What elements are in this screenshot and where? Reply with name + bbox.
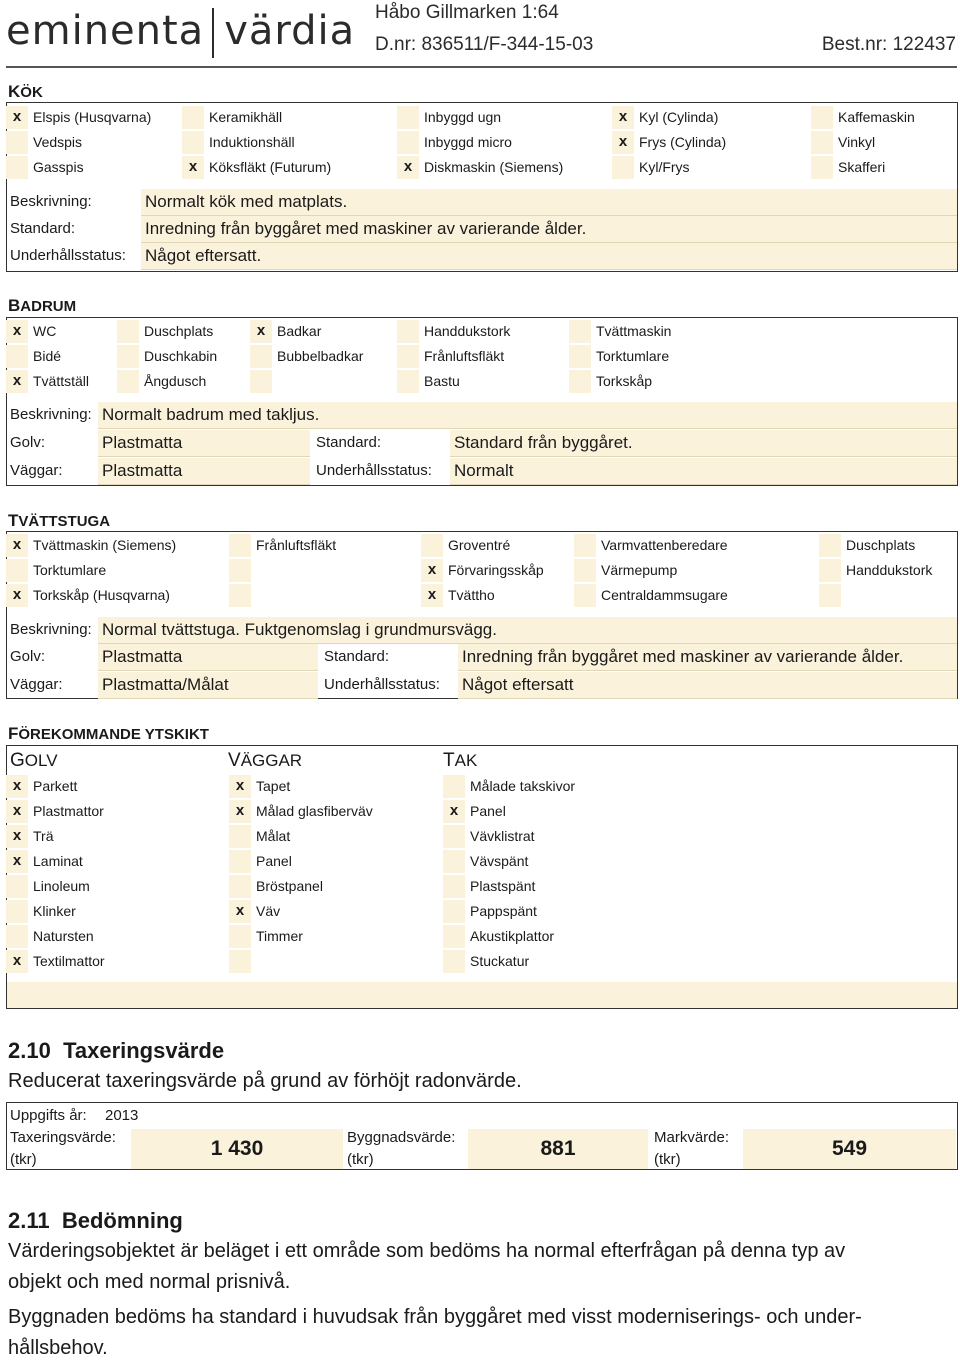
tvattstuga-vaggar-label: Väggar: (10, 676, 63, 693)
taxering-text: Reducerat taxeringsvärde på grund av förhöjt radonvärde. (8, 1070, 522, 1092)
checkbox[interactable] (569, 345, 591, 368)
checkbox-label: Keramikhäll (209, 109, 283, 125)
checkbox-label: Duschplats (846, 537, 916, 553)
checkbox[interactable]: x (421, 584, 443, 607)
checkbox-label: Stuckatur (470, 953, 530, 969)
checkbox[interactable] (443, 850, 465, 873)
kok-underhall-field[interactable]: Något eftersatt. (141, 243, 957, 270)
uppgifts-ar-label: Uppgifts år: (10, 1107, 87, 1124)
checkbox[interactable]: x (6, 950, 28, 973)
taxering-heading (8, 1038, 224, 1064)
checkbox-label: WC (33, 323, 57, 339)
checkbox-label: Inbyggd micro (424, 134, 512, 150)
checkbox-label: Textilmattor (33, 953, 105, 969)
checkbox[interactable]: x (6, 825, 28, 848)
badrum-underhall-label: Underhållsstatus: (316, 462, 432, 479)
checkbox-label: Vedspis (33, 134, 83, 150)
checkbox-label: Trä (33, 828, 54, 844)
checkbox-label: Duschplats (144, 323, 214, 339)
checkbox-label: Groventré (448, 537, 511, 553)
checkbox-label: Linoleum (33, 878, 90, 894)
taxeringsvarde-label: Taxeringsvärde: (10, 1129, 116, 1146)
checkbox-label: Vävspänt (470, 853, 529, 869)
checkbox[interactable] (819, 534, 841, 557)
checkbox[interactable] (819, 559, 841, 582)
checkbox-label: Kyl/Frys (639, 159, 690, 175)
bedomning-p2-line1: Byggnaden bedöms ha standard i huvudsak från byggåret med visst moderniserings- och under- (8, 1306, 862, 1328)
taxeringsvarde-unit: (tkr) (10, 1151, 37, 1168)
checkbox-label: Bubbelbadkar (277, 348, 364, 364)
checkbox-label: Tvättställ (33, 373, 90, 389)
checkbox[interactable] (612, 156, 634, 179)
checkbox[interactable]: x (6, 106, 28, 129)
checkbox-label: Köksfläkt (Futurum) (209, 159, 332, 175)
checkbox[interactable]: x (229, 800, 251, 823)
kok-title: KÖK (8, 82, 43, 101)
checkbox-label: Vinkyl (838, 134, 876, 150)
byggnadsvarde-label: Byggnadsvärde: (347, 1129, 456, 1146)
checkbox-label: Målat (256, 828, 291, 844)
checkbox-label: Natursten (33, 928, 94, 944)
checkbox-label: Målad glasfiberväv (256, 803, 373, 819)
checkbox-label: Induktionshäll (209, 134, 295, 150)
checkbox-label: Panel (256, 853, 292, 869)
ytskikt-title: FÖREKOMMANDE YTSKIKT (8, 724, 209, 743)
checkbox-label: Skafferi (838, 159, 886, 175)
byggnadsvarde-unit: (tkr) (347, 1151, 374, 1168)
checkbox-label: Parkett (33, 778, 78, 794)
badrum-underhall-field[interactable]: Normalt (450, 458, 957, 485)
bedomning-paragraph-1 (8, 1236, 845, 1298)
checkbox-label: Panel (470, 803, 506, 819)
checkbox[interactable] (397, 345, 419, 368)
checkbox-label: Torktumlare (596, 348, 670, 364)
checkbox-label: Bidé (33, 348, 62, 364)
tvattstuga-standard-field[interactable]: Inredning från byggåret med maskiner av varierande ålder. (458, 644, 957, 671)
logo-left: eminenta (6, 8, 205, 54)
checkbox[interactable] (229, 950, 251, 973)
checkbox-label: Förvaringsskåp (448, 562, 544, 578)
tvattstuga-vaggar-field[interactable]: Plastmatta/Målat (98, 672, 318, 699)
checkbox[interactable] (574, 584, 596, 607)
bedomning-p1-line1: Värderingsobjektet är beläget i ett område som bedöms ha normal efterfrågan på denna typ av (8, 1240, 846, 1262)
checkbox[interactable] (6, 345, 28, 368)
bedomning-heading-number: 2.11 (8, 1208, 50, 1233)
diary-number: D.nr: 836511/F-344-15-03 (375, 34, 594, 55)
checkbox-label: Kaffemaskin (838, 109, 915, 125)
checkbox[interactable] (229, 875, 251, 898)
checkbox[interactable] (569, 320, 591, 343)
checkbox[interactable]: x (397, 156, 419, 179)
checkbox-label: Frånluftsfläkt (424, 348, 505, 364)
checkbox[interactable] (6, 156, 28, 179)
ytskikt-golv-heading: GOLV (10, 750, 58, 771)
badrum-title: BADRUM (8, 296, 77, 315)
checkbox-label: Värmepump (601, 562, 678, 578)
checkbox[interactable] (574, 559, 596, 582)
taxeringsvarde-value[interactable]: 1 430 (131, 1129, 343, 1169)
checkbox[interactable]: x (6, 584, 28, 607)
checkbox-label: Ångdusch (144, 373, 207, 389)
checkbox-label: Klinker (33, 903, 76, 919)
checkbox-label: Timmer (256, 928, 303, 944)
checkbox-label: Duschkabin (144, 348, 218, 364)
badrum-beskrivning-field[interactable]: Normalt badrum med takljus. (98, 402, 957, 429)
checkbox[interactable] (6, 559, 28, 582)
tvattstuga-title: TVÄTTSTUGA (8, 511, 111, 530)
badrum-standard-label: Standard: (316, 434, 382, 451)
checkbox[interactable]: x (6, 534, 28, 557)
bedomning-p1-line2: objekt och med normal prisnivå. (8, 1271, 291, 1293)
ytskikt-vaggar-heading: VÄGGAR (228, 750, 303, 771)
badrum-golv-label: Golv: (10, 434, 46, 451)
uppgifts-ar-value: 2013 (105, 1107, 139, 1124)
checkbox-label: Frys (Cylinda) (639, 134, 727, 150)
checkbox[interactable] (6, 875, 28, 898)
checkbox-label: Handdukstork (424, 323, 511, 339)
checkbox[interactable]: x (612, 106, 634, 129)
bedomning-heading-text: Bedömning (61, 1208, 183, 1233)
checkbox-label: Torkskåp (Husqvarna) (33, 587, 170, 603)
checkbox-label: Handdukstork (846, 562, 933, 578)
checkbox-label: Bastu (424, 373, 460, 389)
checkbox-label: Gasspis (33, 159, 84, 175)
checkbox[interactable]: x (229, 900, 251, 923)
badrum-golv-field[interactable]: Plastmatta (98, 430, 310, 457)
markvarde-label: Markvärde: (654, 1129, 730, 1146)
checkbox[interactable]: x (6, 320, 28, 343)
checkbox-label: Inbyggd ugn (424, 109, 502, 125)
checkbox[interactable]: x (182, 156, 204, 179)
checkbox[interactable] (6, 925, 28, 948)
checkbox-label: Plastmattor (33, 803, 104, 819)
checkbox[interactable] (443, 900, 465, 923)
checkbox-label: Diskmaskin (Siemens) (424, 159, 564, 175)
checkbox-label: Torktumlare (33, 562, 107, 578)
checkbox[interactable] (229, 925, 251, 948)
tvattstuga-underhall-field[interactable]: Något eftersatt (458, 672, 957, 699)
checkbox[interactable]: x (6, 775, 28, 798)
byggnadsvarde-value[interactable]: 881 (468, 1129, 648, 1169)
checkbox[interactable]: x (229, 775, 251, 798)
markvarde-unit: (tkr) (654, 1151, 681, 1168)
checkbox-label: Plastspänt (470, 878, 536, 894)
logo-divider (212, 8, 214, 58)
logo (6, 8, 355, 58)
checkbox-label: Laminat (33, 853, 83, 869)
checkbox[interactable] (443, 875, 465, 898)
kok-underhall-label: Underhållsstatus: (10, 247, 126, 264)
checkbox-label: Varmvattenberedare (601, 537, 728, 553)
checkbox-label: Frånluftsfläkt (256, 537, 337, 553)
bedomning-paragraph-2 (8, 1302, 862, 1364)
checkbox[interactable] (182, 131, 204, 154)
checkbox[interactable]: x (6, 370, 28, 393)
checkbox[interactable] (6, 131, 28, 154)
logo-right: värdia (224, 8, 356, 54)
checkbox[interactable] (397, 320, 419, 343)
checkbox-label: Akustikplattor (470, 928, 555, 944)
kok-beskrivning-field[interactable]: Normalt kök med matplats. (141, 189, 957, 216)
badrum-beskrivning-label: Beskrivning: (10, 406, 92, 423)
checkbox-label: Tvättho (448, 587, 495, 603)
kok-beskrivning-label: Beskrivning: (10, 193, 92, 210)
kok-standard-label: Standard: (10, 220, 76, 237)
checkbox[interactable]: x (6, 850, 28, 873)
checkbox[interactable] (250, 370, 272, 393)
taxering-heading-text: Taxeringsvärde (63, 1038, 225, 1063)
checkbox[interactable] (811, 106, 833, 129)
checkbox[interactable] (574, 534, 596, 557)
checkbox-label: Kyl (Cylinda) (639, 109, 719, 125)
checkbox[interactable] (443, 950, 465, 973)
checkbox[interactable] (229, 850, 251, 873)
checkbox-label: Väv (256, 903, 281, 919)
checkbox[interactable] (117, 320, 139, 343)
checkbox[interactable] (397, 131, 419, 154)
checkbox[interactable] (811, 131, 833, 154)
badrum-standard-field[interactable]: Standard från byggåret. (450, 430, 957, 457)
bedomning-p2-line2: hållsbehov. (8, 1337, 108, 1359)
bedomning-heading (8, 1208, 183, 1234)
tvattstuga-golv-field[interactable]: Plastmatta (98, 644, 318, 671)
checkbox-label: Vävklistrat (470, 828, 535, 844)
checkbox-label: Bröstpanel (256, 878, 323, 894)
checkbox[interactable] (229, 825, 251, 848)
tvattstuga-golv-label: Golv: (10, 648, 46, 665)
kok-standard-field[interactable]: Inredning från byggåret med maskiner av varierande ålder. (141, 216, 957, 243)
checkbox[interactable] (819, 584, 841, 607)
checkbox-label: Tapet (256, 778, 291, 794)
checkbox[interactable] (229, 559, 251, 582)
checkbox[interactable]: x (443, 800, 465, 823)
checkbox-label: Badkar (277, 323, 322, 339)
checkbox-label: Tvättmaskin (Siemens) (33, 537, 177, 553)
checkbox-label: Elspis (Husqvarna) (33, 109, 152, 125)
checkbox[interactable] (569, 370, 591, 393)
markvarde-value[interactable]: 549 (743, 1129, 956, 1169)
checkbox-label: Torkskåp (596, 373, 653, 389)
property-designation: Håbo Gillmarken 1:64 (375, 2, 559, 23)
checkbox[interactable] (443, 825, 465, 848)
taxering-heading-number: 2.10 (8, 1038, 51, 1063)
checkbox[interactable] (6, 900, 28, 923)
badrum-vaggar-label: Väggar: (10, 462, 63, 479)
checkbox[interactable] (182, 106, 204, 129)
checkbox-label: Tvättmaskin (596, 323, 672, 339)
checkbox[interactable] (250, 345, 272, 368)
tvattstuga-underhall-label: Underhållsstatus: (324, 676, 440, 693)
checkbox[interactable]: x (250, 320, 272, 343)
checkbox[interactable] (397, 106, 419, 129)
tvattstuga-beskrivning-field[interactable]: Normal tvättstuga. Fuktgenomslag i grundmursvägg. (98, 617, 957, 644)
checkbox[interactable]: x (612, 131, 634, 154)
checkbox[interactable] (811, 156, 833, 179)
checkbox[interactable] (229, 534, 251, 557)
checkbox[interactable] (117, 370, 139, 393)
checkbox-label: Målade takskivor (470, 778, 576, 794)
order-number: Best.nr: 122437 (821, 34, 956, 55)
checkbox-label: Centraldammsugare (601, 587, 728, 603)
header-rule (6, 66, 957, 68)
checkbox[interactable] (443, 925, 465, 948)
tvattstuga-beskrivning-label: Beskrivning: (10, 621, 92, 638)
checkbox[interactable] (117, 345, 139, 368)
badrum-vaggar-field[interactable]: Plastmatta (98, 458, 310, 485)
checkbox[interactable] (397, 370, 419, 393)
ytskikt-tak-heading: TAK (443, 750, 478, 771)
checkbox-label: Pappspänt (470, 903, 537, 919)
tvattstuga-standard-label: Standard: (324, 648, 390, 665)
checkbox[interactable]: x (421, 559, 443, 582)
checkbox[interactable] (421, 534, 443, 557)
checkbox[interactable] (229, 584, 251, 607)
checkbox[interactable]: x (6, 800, 28, 823)
checkbox[interactable] (443, 775, 465, 798)
